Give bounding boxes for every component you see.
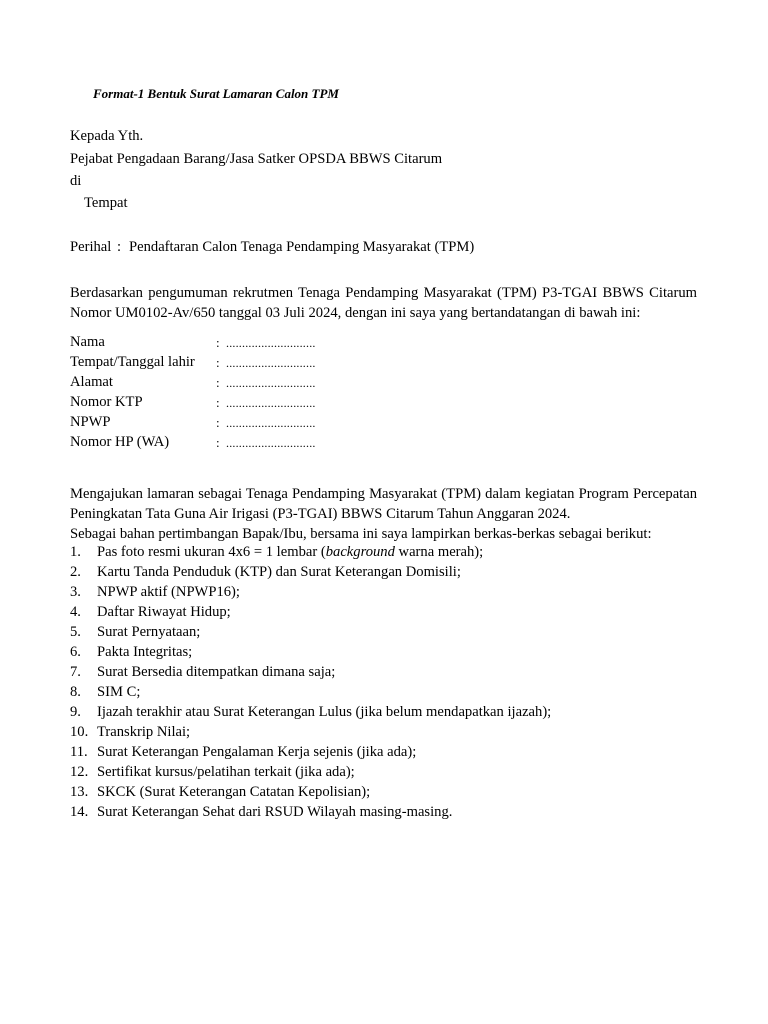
field-label-birth: Tempat/Tanggal lahir: [70, 354, 195, 370]
field-label-npwp: NPWP: [70, 414, 111, 430]
list-item: NPWP aktif (NPWP16);: [97, 584, 240, 600]
list-item: Surat Bersedia ditempatkan dimana saja;: [97, 664, 336, 680]
intro-line-1: Berdasarkan pengumuman rekrutmen Tenaga Pendamping Masyarakat (TPM) P3-TGAI BBWS Citarum: [70, 285, 697, 301]
field-label-address: Alamat: [70, 374, 113, 390]
field-separator: :: [216, 355, 220, 370]
application-paragraph: [70, 484, 697, 544]
field-value-address[interactable]: ............................: [226, 376, 316, 390]
list-item: Surat Keterangan Pengalaman Kerja sejenis (jika ada);: [97, 744, 417, 760]
application-line-1: Mengajukan lamaran sebagai Tenaga Pendamping Masyarakat (TPM) dalam kegiatan Program Percepatan: [70, 486, 697, 502]
field-value-ktp[interactable]: ............................: [226, 396, 316, 410]
list-item-italic-term: background: [325, 544, 395, 560]
list-item-number: 14.: [70, 804, 89, 820]
field-separator: :: [216, 375, 220, 390]
field-value-phone[interactable]: ............................: [226, 436, 316, 450]
list-item: Kartu Tanda Penduduk (KTP) dan Surat Keterangan Domisili;: [97, 564, 461, 580]
field-separator: :: [216, 435, 220, 450]
format-title: Format-1 Bentuk Surat Lamaran Calon TPM: [93, 86, 339, 101]
list-item-number: 7.: [70, 664, 81, 680]
list-item-number: 4.: [70, 604, 81, 620]
recipient-office: Pejabat Pengadaan Barang/Jasa Satker OPSDA BBWS Citarum: [70, 151, 443, 167]
list-item: Daftar Riwayat Hidup;: [97, 604, 231, 620]
subject-text: Pendaftaran Calon Tenaga Pendamping Masyarakat (TPM): [129, 239, 475, 255]
list-item: Surat Pernyataan;: [97, 624, 201, 640]
list-item-text: Pas foto resmi ukuran 4x6 = 1 lembar (: [97, 544, 326, 560]
recipient-greeting: Kepada Yth.: [70, 128, 144, 144]
list-item-number: 2.: [70, 564, 81, 580]
field-label-name: Nama: [70, 334, 105, 350]
field-value-birth[interactable]: ............................: [226, 356, 316, 370]
list-item: [97, 544, 483, 561]
recipient-place: Tempat: [84, 195, 128, 211]
field-separator: :: [216, 415, 220, 430]
list-item-number: 11.: [70, 744, 88, 760]
list-item-number: 10.: [70, 724, 89, 740]
list-item: SKCK (Surat Keterangan Catatan Kepolisian);: [97, 784, 371, 800]
recipient-di: di: [70, 173, 82, 189]
list-item-number: 3.: [70, 584, 81, 600]
field-separator: :: [216, 335, 220, 350]
intro-paragraph: [70, 283, 697, 323]
field-label-ktp: Nomor KTP: [70, 394, 143, 410]
field-value-npwp[interactable]: ............................: [226, 416, 316, 430]
list-item-number: 6.: [70, 644, 81, 660]
list-item: Sertifikat kursus/pelatihan terkait (jika ada);: [97, 764, 355, 780]
list-item: Ijazah terakhir atau Surat Keterangan Lulus (jika belum mendapatkan ijazah);: [97, 704, 552, 720]
application-line-3: Sebagai bahan pertimbangan Bapak/Ibu, bersama ini saya lampirkan berkas-berkas sebagai berikut:: [70, 526, 652, 542]
field-label-phone: Nomor HP (WA): [70, 434, 170, 450]
intro-line-2: Nomor UM0102-Av/650 tanggal 03 Juli 2024, dengan ini saya yang bertandatangan di bawah ini:: [70, 305, 641, 321]
list-item-number: 13.: [70, 784, 89, 800]
list-item: Surat Keterangan Sehat dari RSUD Wilayah masing-masing.: [97, 804, 453, 820]
field-value-name[interactable]: ............................: [226, 336, 316, 350]
subject-label: Perihal: [70, 239, 112, 255]
subject-separator: :: [117, 239, 122, 255]
list-item: SIM C;: [97, 684, 141, 700]
list-item-number: 1.: [70, 544, 81, 560]
application-line-2: Peningkatan Tata Guna Air Irigasi (P3-TGAI) BBWS Citarum Tahun Anggaran 2024.: [70, 506, 571, 522]
list-item-text: warna merah);: [394, 544, 484, 560]
list-item-number: 8.: [70, 684, 81, 700]
list-item-number: 9.: [70, 704, 81, 720]
field-separator: :: [216, 395, 220, 410]
list-item: Pakta Integritas;: [97, 644, 193, 660]
list-item-number: 12.: [70, 764, 89, 780]
list-item-number: 5.: [70, 624, 81, 640]
list-item: Transkrip Nilai;: [97, 724, 191, 740]
